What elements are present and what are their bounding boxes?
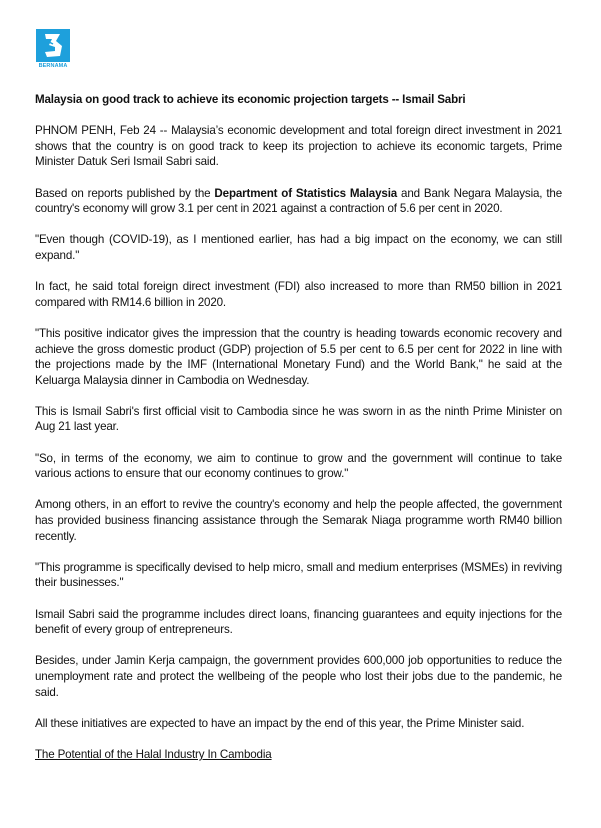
article-title: Malaysia on good track to achieve its economic projection targets -- Ismail Sabri (35, 93, 466, 106)
paragraph: "Even though (COVID-19), as I mentioned earlier, has had a big impact on the economy, we can still expand." (35, 233, 562, 262)
bernama-logo (35, 29, 71, 70)
paragraph: "This positive indicator gives the impression that the country is heading towards economic recovery and achieve the gross domestic product (GDP) projection of 5.5 per cent to 6.5 per cent for 2022 in line with the projections made by the IMF (International Monetary Fund) and the World Bank," he said at the Keluarga Malaysia dinner in Cambodia on Wednesday. (35, 326, 562, 387)
paragraph: Among others, in an effort to revive the country's economy and help the people affected, the government has provided business financing assistance through the Semarak Niaga programme worth RM40 billion recently. (35, 498, 562, 543)
paragraph: All these initiatives are expected to have an impact by the end of this year, the Prime Minister said. (35, 716, 525, 730)
bernama-logo-text: BERNAMA (38, 63, 68, 69)
paragraph-text: and Bank Negara Malaysia, the country's economy will grow 3.1 per cent in 2021 against a contraction of 5.6 per cent in 2020. (35, 186, 562, 216)
bernama-b-icon (36, 29, 70, 62)
paragraph-text: Based on reports published by the (35, 186, 215, 200)
paragraph: Besides, under Jamin Kerja campaign, the government provides 600,000 job opportunities to reduce the unemployment rate and protect the wellbeing of the people who lost their jobs due to the pandemic, he said. (35, 654, 562, 699)
department-of-statistics-bold: Department of Statistics Malaysia (214, 186, 398, 200)
paragraph (35, 186, 562, 217)
bernama-logo-mark (36, 29, 70, 62)
paragraph: This is Ismail Sabri's first official visit to Cambodia since he was sworn in as the ninth Prime Minister on Aug 21 last year. (35, 404, 562, 434)
paragraph: PHNOM PENH, Feb 24 -- Malaysia’s economic development and total foreign direct investment in 2021 shows that the country is on good track to keep its projection to achieve its economic targets, Prime Minister Datuk Seri Ismail Sabri said. (35, 124, 562, 169)
paragraph: "So, in terms of the economy, we aim to continue to grow and the government will continue to take various actions to ensure that our economy continues to grow." (35, 451, 562, 481)
paragraph: "This programme is specifically devised to help micro, small and medium enterprises (MSMEs) in reviving their businesses." (35, 560, 562, 590)
article (35, 92, 562, 763)
paragraph: In fact, he said total foreign direct investment (FDI) also increased to more than RM50 billion in 2021 compared with RM14.6 billion in 2020. (35, 280, 562, 309)
paragraph: Ismail Sabri said the programme includes direct loans, financing guarantees and equity injections for the benefit of every group of entrepreneurs. (35, 607, 562, 637)
section-subheading: The Potential of the Halal Industry In Cambodia (35, 747, 272, 761)
